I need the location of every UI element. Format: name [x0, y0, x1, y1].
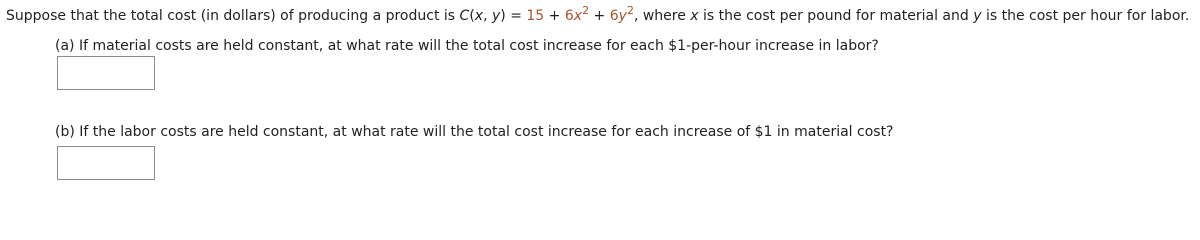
answer-input-b[interactable] — [57, 146, 155, 180]
intro-material: is the cost per pound for material and — [703, 8, 969, 24]
question-b-label: (b) If the labor costs are held constant, at what rate will the total cost increase for each increase of $1 in material cost? — [55, 124, 894, 140]
cost-formula: $15 + 6x^2 + 6y^2$ — [526, 4, 634, 24]
cost-function: C(x, y) = — [459, 8, 527, 24]
answer-input-a[interactable] — [57, 56, 155, 90]
intro-labor: is the cost per hour for labor. — [985, 8, 1190, 24]
intro-text: Suppose that the total cost (in dollars) of producing a product is — [6, 8, 456, 24]
intro-where: where — [642, 8, 686, 24]
question-a-label: (a) If material costs are held constant, at what rate will the total cost increase for each $1-per-hour increase in labor? — [55, 38, 879, 54]
var-x: x — [690, 8, 699, 24]
var-y: y — [973, 8, 982, 24]
problem-statement: Suppose that the total cost (in dollars) of producing a product is C(x, $y) = 15 + 6x^2 + 6y^2$, where x is the cost per pound for material and y is the cost per hour for labor. — [6, 4, 1190, 24]
